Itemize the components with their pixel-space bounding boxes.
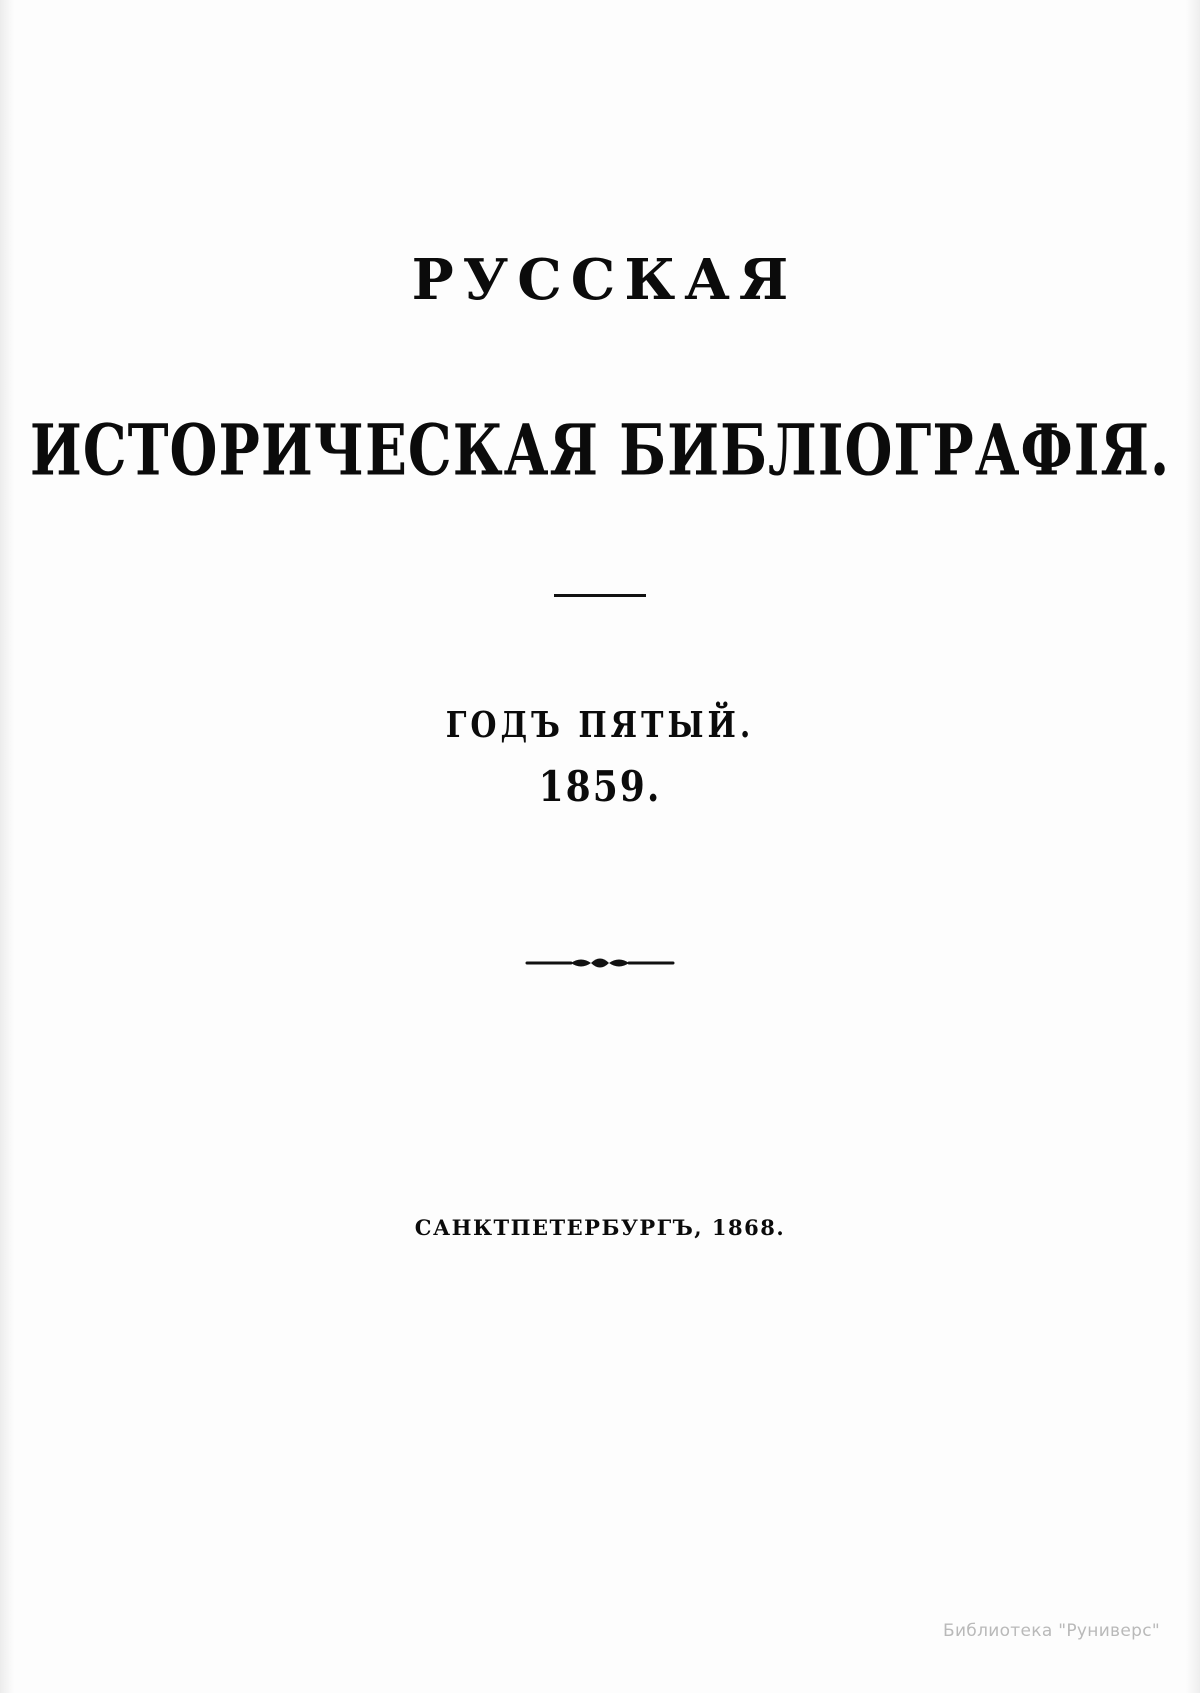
- page-title-line-1: РУССКАЯ: [411, 247, 798, 313]
- ornament-divider: [525, 950, 675, 976]
- horizontal-rule-divider: [554, 594, 646, 597]
- page-title-line-2: ИСТОРИЧЕСКАЯ БИБЛІОГРАФІЯ.: [29, 407, 1171, 491]
- library-watermark: Библиотека "Руниверс": [943, 1621, 1160, 1641]
- imprint-line: САНКТПЕТЕРБУРГЪ, 1868.: [414, 1215, 786, 1240]
- edition-block: [0, 705, 1200, 812]
- edition-label: ГОДЪ ПЯТЫЙ.: [445, 705, 755, 747]
- edition-year: 1859.: [538, 762, 662, 812]
- title-block: [0, 247, 1200, 491]
